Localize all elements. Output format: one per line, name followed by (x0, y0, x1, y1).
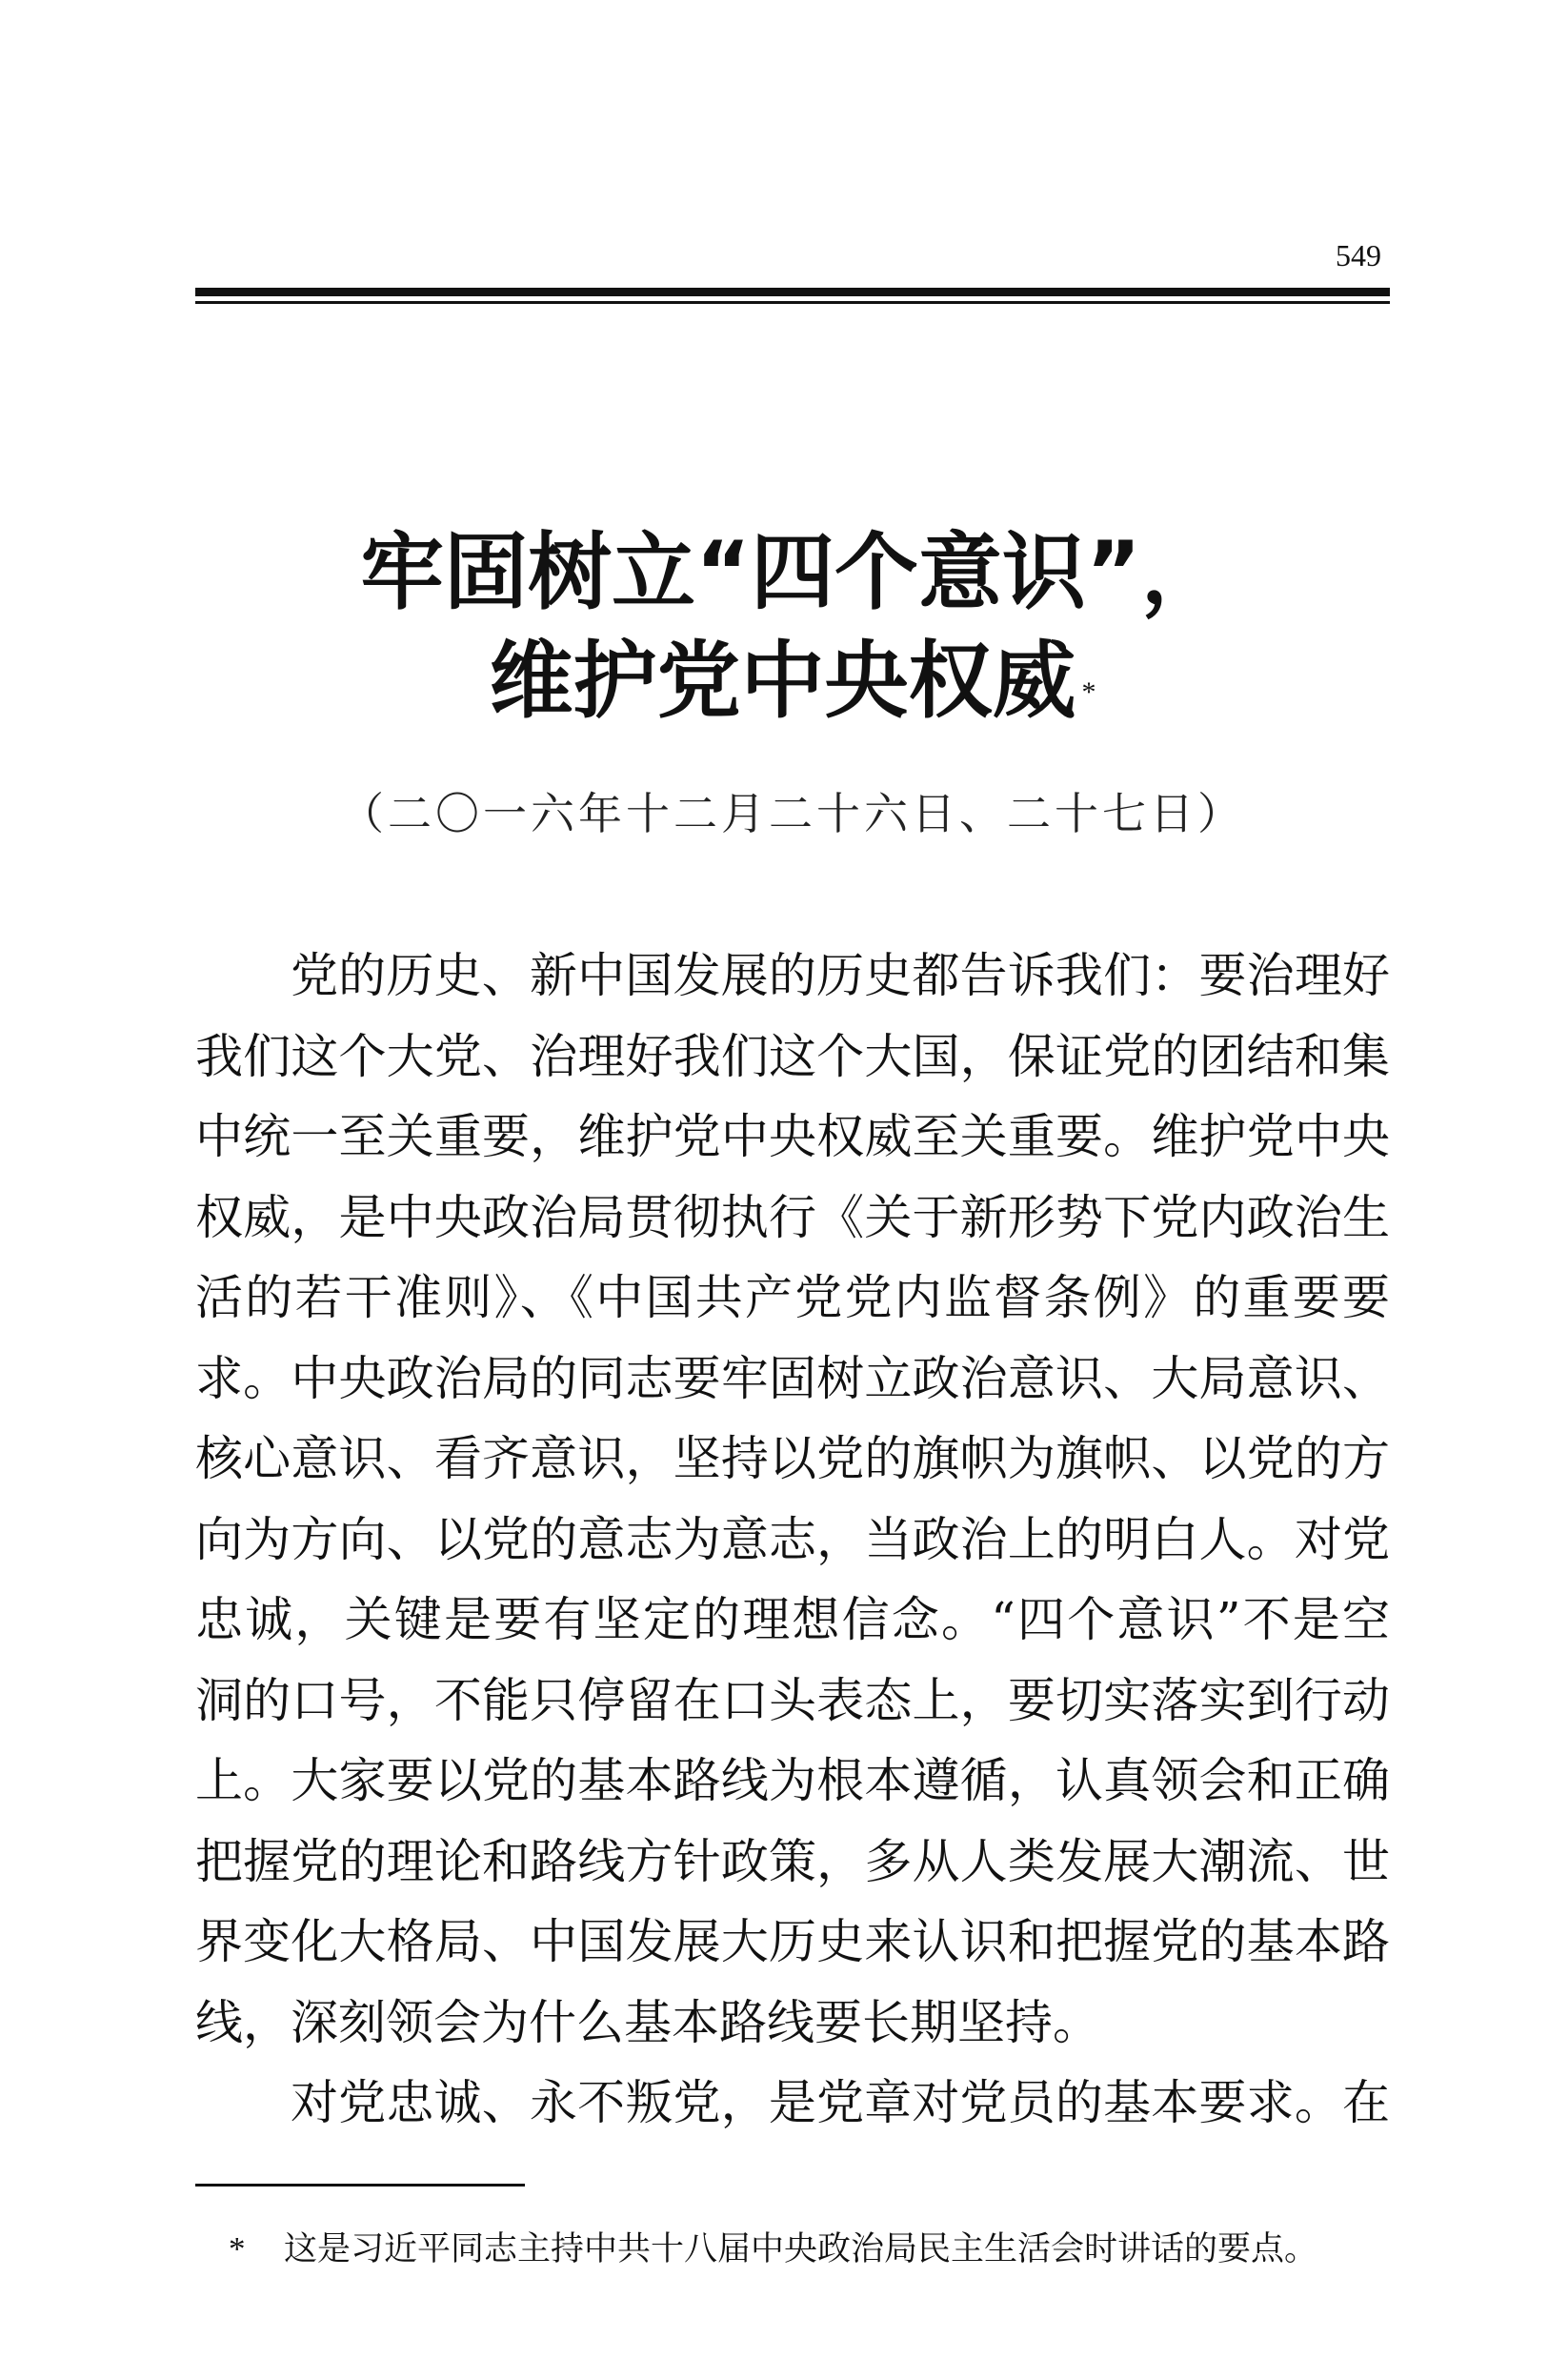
title-line-2-text: 维护党中央权威 (489, 632, 1076, 730)
title-line-1 (195, 520, 1390, 625)
body-line: 求。中央政治局的同志要牢固树立政治意识、大局意识、 (195, 1350, 1390, 1406)
body-line: 洞的口号，不能只停留在口头表态上，要切实落实到行动 (195, 1672, 1390, 1728)
page-number: 549 (1336, 238, 1381, 272)
title-line-1-text: 牢固树立“四个意识”， (360, 523, 1225, 621)
body-line: 权威，是中央政治局贯彻执行《关于新形势下党内政治生 (195, 1189, 1390, 1245)
footnote-rule (195, 2184, 525, 2187)
body-line: 界变化大格局、中国发展大历史来认识和把握党的基本路 (195, 1914, 1390, 1969)
body-text (195, 936, 1390, 2144)
header-rule-thick (195, 288, 1390, 296)
date-line: （二〇一六年十二月二十六日、二十七日） (340, 788, 1245, 839)
title-line-2 (195, 629, 1390, 734)
body-line: 中统一至关重要，维护党中央权威至关重要。维护党中央 (195, 1109, 1390, 1164)
body-line: 向为方向、以党的意志为意志，当政治上的明白人。对党 (195, 1511, 1390, 1567)
body-line: 党的历史、新中国发展的历史都告诉我们：要治理好 (291, 948, 1390, 1003)
body-line: 把握党的理论和路线方针政策，多从人类发展大潮流、世 (195, 1833, 1390, 1889)
footnote-text: 这是习近平同志主持中共十八届中央政治局民主生活会时讲话的要点。 (284, 2230, 1318, 2268)
body-line: 上。大家要以党的基本路线为根本遵循，认真领会和正确 (195, 1753, 1390, 1808)
body-line: 对党忠诚、永不叛党，是党章对党员的基本要求。在 (291, 2075, 1390, 2130)
body-line: 核心意识、看齐意识，坚持以党的旗帜为旗帜、以党的方 (195, 1431, 1390, 1486)
body-line: 我们这个大党、治理好我们这个大国，保证党的团结和集 (195, 1028, 1390, 1084)
body-line: 忠诚，关键是要有坚定的理想信念。“四个意识”不是空 (195, 1592, 1390, 1647)
body-line: 活的若干准则》、《中国共产党党内监督条例》的重要要 (195, 1270, 1390, 1325)
header-rule-thin (195, 301, 1390, 304)
footnote (229, 2227, 1391, 2271)
footnote-mark: * (229, 2230, 246, 2267)
body-line: 线，深刻领会为什么基本路线要长期坚持。 (195, 1994, 1100, 2050)
title-footnote-mark: * (1081, 676, 1096, 708)
